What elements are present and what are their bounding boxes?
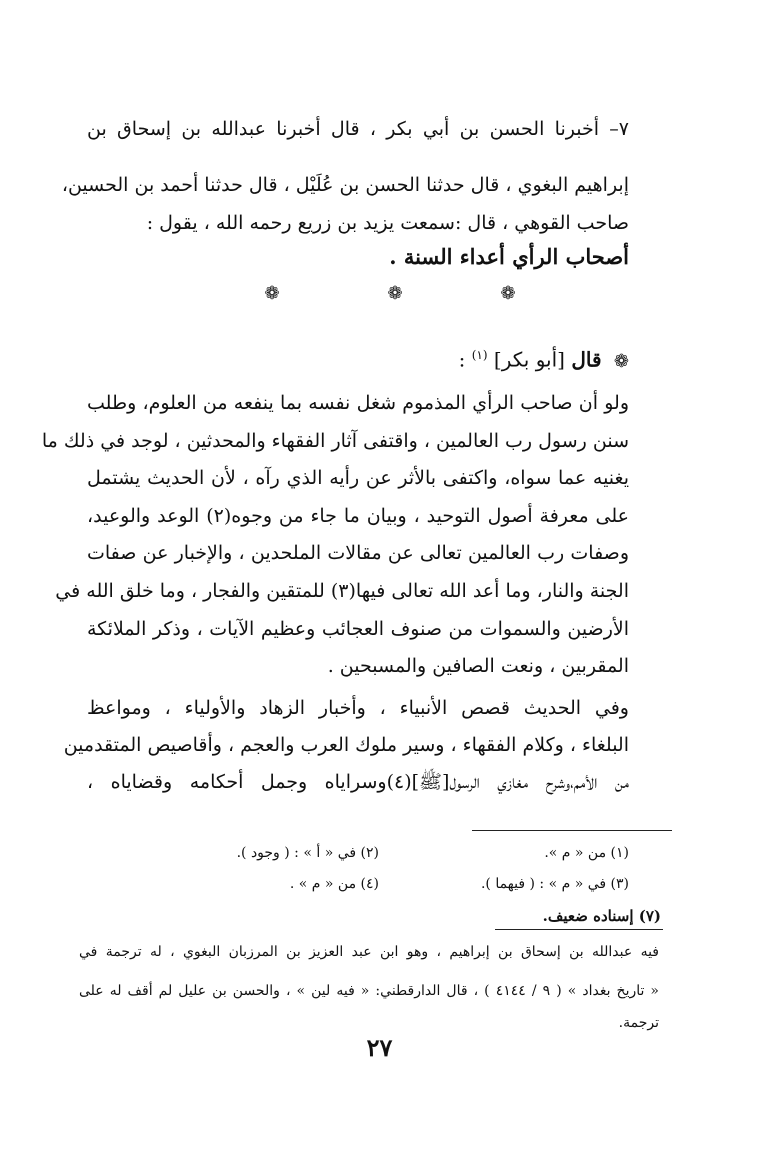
takhrij-underline [495, 929, 663, 930]
text-line: صاحب القوهي ، قال :سمعت يزيد بن زريع رحمه الله ، يقول : [146, 212, 629, 234]
takhrij-line: « تاريخ بغداد » ( ٩ / ٤١٤٤ ) ، قال الدارقطني: « فيه لين » ، والحسن بن عليل لم أقف له على [79, 983, 660, 999]
heading-colon: : [458, 347, 466, 372]
text-line: الجنة والنار، وما أعد الله تعالى فيها(٣) للمتقين والفجار ، وما خلق الله في [55, 580, 629, 602]
text-line: على معرفة أصول التوحيد ، وبيان ما جاء من وجوه(٢) الوعد والوعيد، [87, 505, 630, 527]
ornament-separator [0, 283, 759, 311]
footnote-4: (٤) من « م » . [289, 876, 379, 892]
footnote-ref: (١) [471, 348, 488, 362]
footnote-divider [472, 830, 672, 831]
text-line: وصفات رب العالمين تعالى عن مقالات الملحدين ، والإخبار عن صفات [87, 542, 629, 564]
footnote-2: (٢) في « أ » : ( وجود ). [236, 845, 379, 861]
flower-ornament-icon: ❁ [500, 283, 516, 304]
text-line: إبراهيم البغوي ، قال حدثنا الحسن بن عُلَيْل ، قال حدثنا أحمد بن الحسين، [61, 174, 629, 196]
text-line: المقربين ، ونعت الصافين والمسبحين . [327, 655, 629, 677]
footnote-3: (٣) في « م » : ( فيهما ). [480, 876, 629, 892]
flower-ornament-icon: ❁ [264, 283, 280, 304]
flower-ornament-icon: ❁ [613, 350, 629, 372]
takhrij-title: (٧) إسناده ضعيف. [542, 907, 661, 925]
text-line: يغنيه عما سواه، واكتفى بالأثر عن رأيه الذي رآه ، لأن الحديث يشتمل [87, 467, 629, 489]
flower-ornament-icon: ❁ [387, 283, 403, 304]
text-line: الأرضين والسموات من صنوف العجائب وعظيم الآيات ، وذكر الملائكة [87, 618, 629, 640]
heading-qal: قال [571, 347, 602, 372]
text-line: وفي الحديث قصص الأنبياء ، وأخبار الزهاد والأولياء ، ومواعظ [87, 697, 629, 719]
takhrij-line: ترجمة. [618, 1015, 659, 1031]
narration-text: أصحاب الرأي أعداء السنة . [389, 244, 629, 269]
heading-author: [أبو بكر] [493, 347, 565, 372]
text-line: من الأمم،وشرح مغازي الرسول[ﷺ](٤)وسراياه وجمل أحكامه وقضاياه ، [87, 771, 629, 793]
page-number: ٢٧ [366, 1033, 393, 1062]
section-heading [87, 340, 629, 377]
text-line: سنن رسول رب العالمين ، واقتفى آثار الفقهاء والمحدثين ، لوجد في ذلك ما [41, 430, 629, 452]
text-line: ٧– أخبرنا الحسن بن أبي بكر ، قال أخبرنا عبدالله بن إسحاق بن [87, 118, 629, 140]
text-line: ولو أن صاحب الرأي المذموم شغل نفسه بما ينفعه من العلوم، وطلب [87, 392, 629, 414]
takhrij-line: فيه عبدالله بن إسحاق بن إبراهيم ، وهو ابن عبد العزيز بن المرزبان البغوي ، له ترجمة في [79, 944, 659, 960]
text-line: البلغاء ، وكلام الفقهاء ، وسير ملوك العرب والعجم ، وأقاصيص المتقدمين [63, 734, 629, 756]
footnote-1: (١) من « م ». [544, 845, 629, 861]
